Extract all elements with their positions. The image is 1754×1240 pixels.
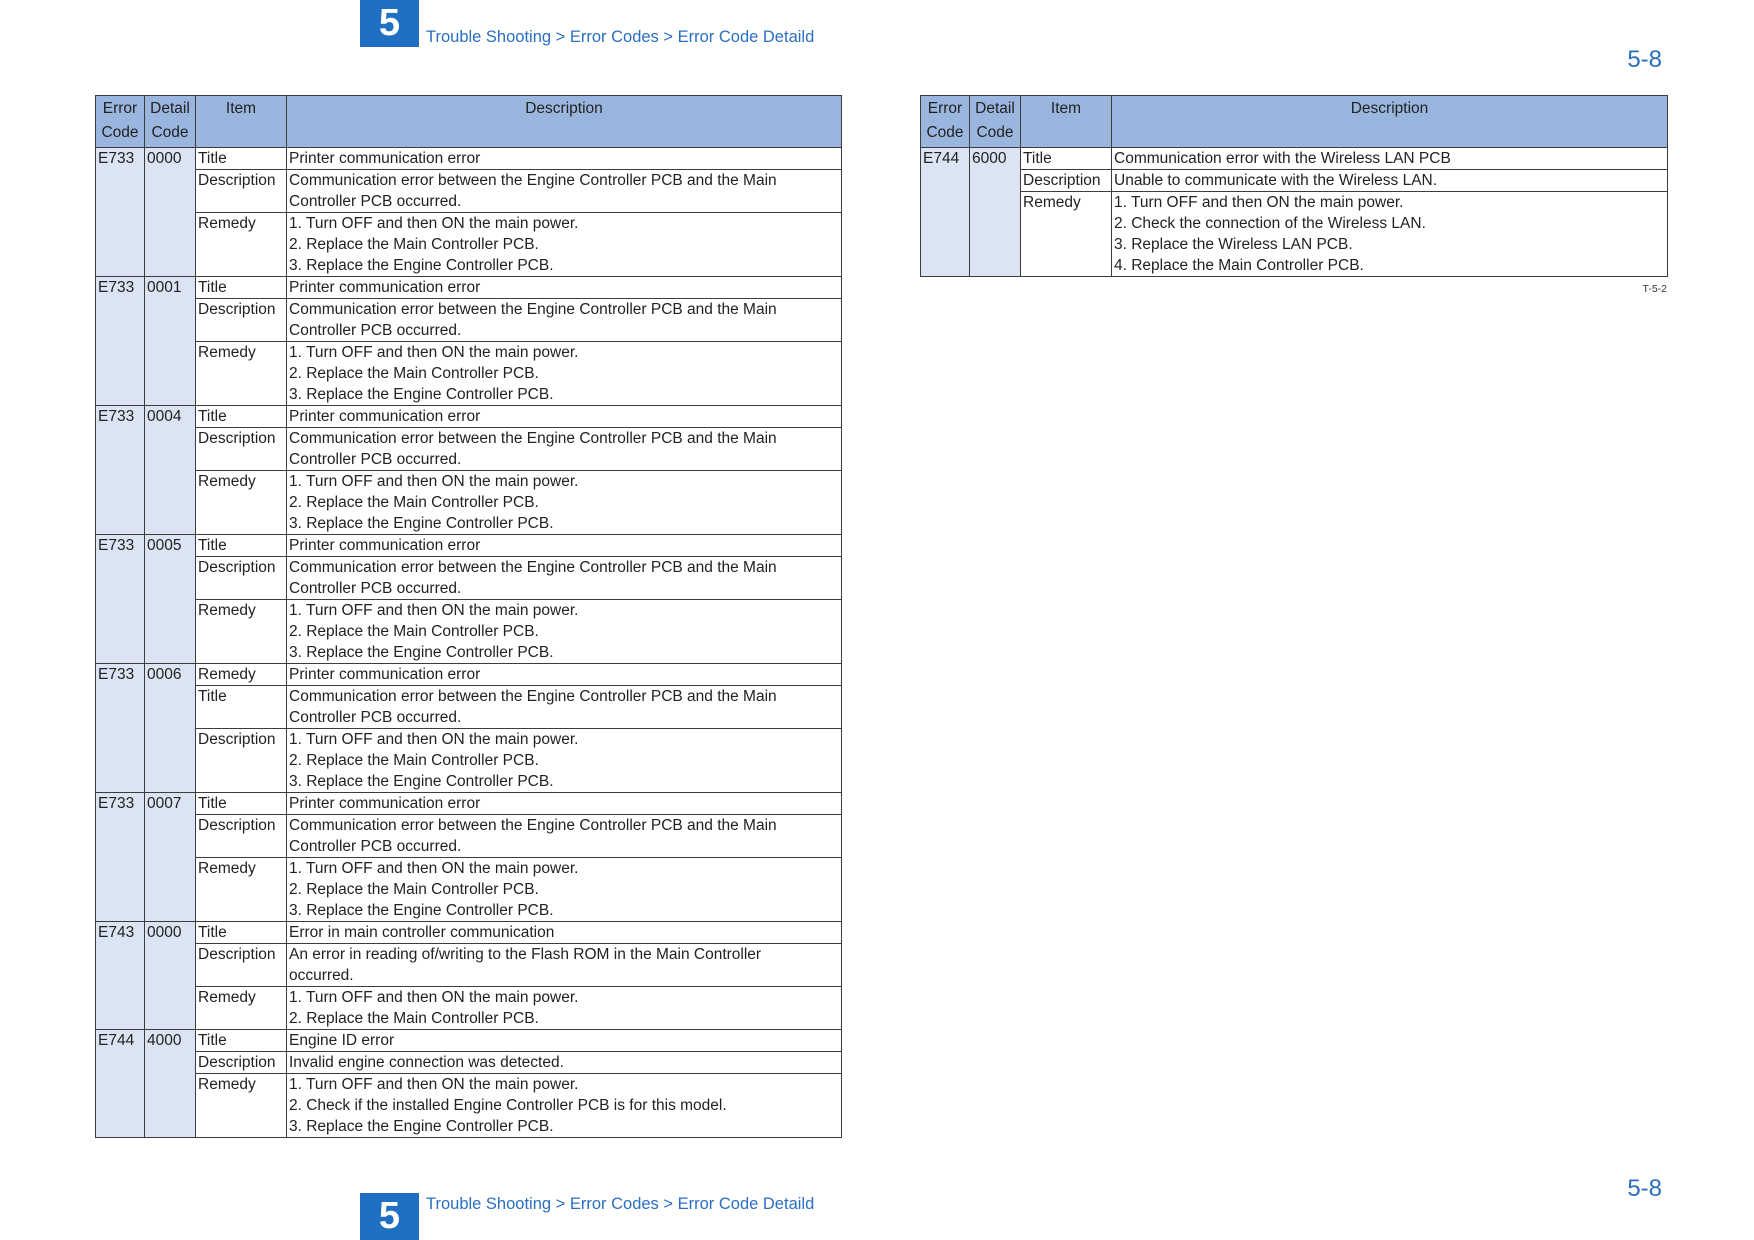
table-row bbox=[96, 664, 842, 686]
table-tag: T-5-2 bbox=[1642, 283, 1667, 295]
item-cell: Remedy bbox=[196, 471, 287, 535]
table-row bbox=[96, 148, 842, 170]
description-cell bbox=[287, 170, 842, 213]
item-cell: Description bbox=[1021, 170, 1112, 192]
error-code-cell: E744 bbox=[921, 148, 970, 277]
table-body bbox=[921, 148, 1668, 277]
description-cell bbox=[287, 815, 842, 858]
description-cell bbox=[287, 600, 842, 664]
description-cell bbox=[287, 1030, 842, 1052]
item-cell: Title bbox=[196, 148, 287, 170]
description-cell bbox=[287, 277, 842, 299]
detail-code-cell: 0005 bbox=[145, 535, 196, 664]
item-cell: Title bbox=[196, 1030, 287, 1052]
description-cell bbox=[287, 922, 842, 944]
description-line: Engine ID error bbox=[289, 1032, 395, 1049]
footer-chapter-badge: 5 bbox=[360, 1193, 419, 1240]
table-row bbox=[96, 170, 842, 213]
table-row bbox=[921, 192, 1668, 277]
description-cell bbox=[287, 987, 842, 1030]
description-line: 2. Replace the Main Controller PCB. bbox=[289, 881, 539, 898]
table-row bbox=[96, 299, 842, 342]
item-cell: Title bbox=[196, 793, 287, 815]
item-cell: Description bbox=[196, 299, 287, 342]
table-row bbox=[96, 535, 842, 557]
table-row bbox=[96, 213, 842, 277]
description-line: 2. Replace the Main Controller PCB. bbox=[289, 1010, 539, 1027]
header-detail-code: Detail Code bbox=[145, 96, 196, 148]
description-cell bbox=[1112, 170, 1668, 192]
table-row bbox=[96, 1030, 842, 1052]
item-cell: Description bbox=[196, 1052, 287, 1074]
chapter-badge: 5 bbox=[360, 0, 419, 47]
description-line: Controller PCB occurred. bbox=[289, 451, 462, 468]
item-cell: Remedy bbox=[196, 600, 287, 664]
description-line: Controller PCB occurred. bbox=[289, 322, 462, 339]
error-code-cell: E743 bbox=[96, 922, 145, 1030]
item-cell: Title bbox=[1021, 148, 1112, 170]
description-cell bbox=[287, 944, 842, 987]
description-cell bbox=[287, 428, 842, 471]
description-cell bbox=[287, 406, 842, 428]
description-cell bbox=[287, 729, 842, 793]
header-error-code: Error Code bbox=[921, 96, 970, 148]
description-line: Communication error between the Engine Controller PCB and the Main bbox=[289, 301, 777, 318]
description-line: 3. Replace the Engine Controller PCB. bbox=[289, 257, 554, 274]
item-cell: Remedy bbox=[196, 664, 287, 686]
error-code-table-right bbox=[920, 95, 1668, 277]
description-line: 3. Replace the Engine Controller PCB. bbox=[289, 1118, 554, 1135]
error-code-table-left bbox=[95, 95, 842, 1138]
item-cell: Remedy bbox=[1021, 192, 1112, 277]
error-code-cell: E733 bbox=[96, 535, 145, 664]
item-cell: Title bbox=[196, 686, 287, 729]
description-line: Communication error between the Engine Controller PCB and the Main bbox=[289, 817, 777, 834]
detail-code-cell: 6000 bbox=[970, 148, 1021, 277]
description-line: 1. Turn OFF and then ON the main power. bbox=[289, 473, 579, 490]
description-line: Controller PCB occurred. bbox=[289, 838, 462, 855]
table-body bbox=[96, 148, 842, 1138]
item-cell: Title bbox=[196, 922, 287, 944]
description-line: 1. Turn OFF and then ON the main power. bbox=[289, 602, 579, 619]
error-code-cell: E733 bbox=[96, 277, 145, 406]
description-cell bbox=[287, 1074, 842, 1138]
description-cell bbox=[287, 213, 842, 277]
description-cell bbox=[287, 535, 842, 557]
description-line: An error in reading of/writing to the Flash ROM in the Main Controller bbox=[289, 946, 762, 963]
detail-code-cell: 0007 bbox=[145, 793, 196, 922]
header-item: Item bbox=[1021, 96, 1112, 148]
description-line: Communication error between the Engine Controller PCB and the Main bbox=[289, 688, 777, 705]
description-line: 2. Check the connection of the Wireless LAN. bbox=[1114, 215, 1426, 232]
item-cell: Title bbox=[196, 535, 287, 557]
item-cell: Remedy bbox=[196, 1074, 287, 1138]
description-cell bbox=[287, 1052, 842, 1074]
description-line: 2. Check if the installed Engine Controller PCB is for this model. bbox=[289, 1097, 727, 1114]
item-cell: Remedy bbox=[196, 987, 287, 1030]
description-line: 2. Replace the Main Controller PCB. bbox=[289, 365, 539, 382]
table-row bbox=[96, 987, 842, 1030]
description-line: Unable to communicate with the Wireless LAN. bbox=[1114, 172, 1438, 189]
error-code-cell: E733 bbox=[96, 664, 145, 793]
description-line: Printer communication error bbox=[289, 795, 481, 812]
table-row bbox=[96, 922, 842, 944]
item-cell: Description bbox=[196, 557, 287, 600]
description-cell bbox=[287, 148, 842, 170]
description-line: 2. Replace the Main Controller PCB. bbox=[289, 494, 539, 511]
description-line: 1. Turn OFF and then ON the main power. bbox=[289, 860, 579, 877]
table-row bbox=[96, 858, 842, 922]
header-error-code: Error Code bbox=[96, 96, 145, 148]
error-code-cell: E733 bbox=[96, 793, 145, 922]
item-cell: Description bbox=[196, 815, 287, 858]
error-code-cell: E744 bbox=[96, 1030, 145, 1138]
table-row bbox=[921, 148, 1668, 170]
description-line: 2. Replace the Main Controller PCB. bbox=[289, 752, 539, 769]
table-row bbox=[96, 729, 842, 793]
item-cell: Remedy bbox=[196, 858, 287, 922]
item-cell: Description bbox=[196, 729, 287, 793]
description-line: 1. Turn OFF and then ON the main power. bbox=[289, 731, 579, 748]
page-number: 5-8 bbox=[1627, 46, 1662, 73]
description-cell bbox=[1112, 148, 1668, 170]
description-line: Controller PCB occurred. bbox=[289, 193, 462, 210]
detail-code-cell: 4000 bbox=[145, 1030, 196, 1138]
description-line: Invalid engine connection was detected. bbox=[289, 1054, 564, 1071]
description-line: 3. Replace the Engine Controller PCB. bbox=[289, 515, 554, 532]
description-cell bbox=[287, 793, 842, 815]
description-line: occurred. bbox=[289, 967, 354, 984]
error-code-cell: E733 bbox=[96, 406, 145, 535]
table-row bbox=[96, 557, 842, 600]
detail-code-cell: 0004 bbox=[145, 406, 196, 535]
item-cell: Title bbox=[196, 277, 287, 299]
description-line: 1. Turn OFF and then ON the main power. bbox=[1114, 194, 1404, 211]
description-line: Error in main controller communication bbox=[289, 924, 555, 941]
description-line: Communication error between the Engine Controller PCB and the Main bbox=[289, 559, 777, 576]
item-cell: Description bbox=[196, 428, 287, 471]
description-cell bbox=[287, 686, 842, 729]
footer-page-number: 5-8 bbox=[1627, 1175, 1662, 1202]
description-line: Controller PCB occurred. bbox=[289, 580, 462, 597]
header-description: Description bbox=[1112, 96, 1668, 148]
description-line: 3. Replace the Engine Controller PCB. bbox=[289, 902, 554, 919]
description-line: 1. Turn OFF and then ON the main power. bbox=[289, 989, 579, 1006]
table-row bbox=[96, 815, 842, 858]
description-cell bbox=[287, 858, 842, 922]
description-line: Communication error with the Wireless LAN PCB bbox=[1114, 150, 1451, 167]
description-line: 3. Replace the Wireless LAN PCB. bbox=[1114, 236, 1353, 253]
header-description: Description bbox=[287, 96, 842, 148]
description-line: 2. Replace the Main Controller PCB. bbox=[289, 623, 539, 640]
detail-code-cell: 0000 bbox=[145, 148, 196, 277]
table-header-row bbox=[96, 96, 842, 148]
description-line: Communication error between the Engine Controller PCB and the Main bbox=[289, 172, 777, 189]
description-line: 3. Replace the Engine Controller PCB. bbox=[289, 773, 554, 790]
item-cell: Description bbox=[196, 944, 287, 987]
detail-code-cell: 0001 bbox=[145, 277, 196, 406]
table-header-row bbox=[921, 96, 1668, 148]
description-line: 2. Replace the Main Controller PCB. bbox=[289, 236, 539, 253]
table-row bbox=[921, 170, 1668, 192]
description-line: 1. Turn OFF and then ON the main power. bbox=[289, 1076, 579, 1093]
table-row bbox=[96, 406, 842, 428]
table-row bbox=[96, 471, 842, 535]
table-row bbox=[96, 1052, 842, 1074]
description-line: 3. Replace the Engine Controller PCB. bbox=[289, 386, 554, 403]
table-row bbox=[96, 600, 842, 664]
description-line: 1. Turn OFF and then ON the main power. bbox=[289, 215, 579, 232]
table-row bbox=[96, 277, 842, 299]
description-line: 1. Turn OFF and then ON the main power. bbox=[289, 344, 579, 361]
description-line: Printer communication error bbox=[289, 150, 481, 167]
description-cell bbox=[287, 471, 842, 535]
footer-breadcrumb[interactable]: Trouble Shooting > Error Codes > Error Code Detaild bbox=[426, 1195, 815, 1213]
item-cell: Title bbox=[196, 406, 287, 428]
table-row bbox=[96, 944, 842, 987]
description-line: Printer communication error bbox=[289, 279, 481, 296]
description-cell bbox=[1112, 192, 1668, 277]
description-cell bbox=[287, 342, 842, 406]
header-item: Item bbox=[196, 96, 287, 148]
error-code-cell: E733 bbox=[96, 148, 145, 277]
detail-code-cell: 0000 bbox=[145, 922, 196, 1030]
table-row bbox=[96, 793, 842, 815]
description-line: 4. Replace the Main Controller PCB. bbox=[1114, 257, 1364, 274]
description-cell bbox=[287, 664, 842, 686]
description-line: Printer communication error bbox=[289, 537, 481, 554]
breadcrumb[interactable]: Trouble Shooting > Error Codes > Error Code Detaild bbox=[426, 28, 815, 46]
description-line: Communication error between the Engine Controller PCB and the Main bbox=[289, 430, 777, 447]
item-cell: Remedy bbox=[196, 213, 287, 277]
table-row bbox=[96, 686, 842, 729]
description-line: 3. Replace the Engine Controller PCB. bbox=[289, 644, 554, 661]
description-line: Controller PCB occurred. bbox=[289, 709, 462, 726]
table-row bbox=[96, 1074, 842, 1138]
description-cell bbox=[287, 557, 842, 600]
description-cell bbox=[287, 299, 842, 342]
table-row bbox=[96, 342, 842, 406]
table-row bbox=[96, 428, 842, 471]
item-cell: Description bbox=[196, 170, 287, 213]
header-detail-code: Detail Code bbox=[970, 96, 1021, 148]
item-cell: Remedy bbox=[196, 342, 287, 406]
detail-code-cell: 0006 bbox=[145, 664, 196, 793]
description-line: Printer communication error bbox=[289, 666, 481, 683]
description-line: Printer communication error bbox=[289, 408, 481, 425]
